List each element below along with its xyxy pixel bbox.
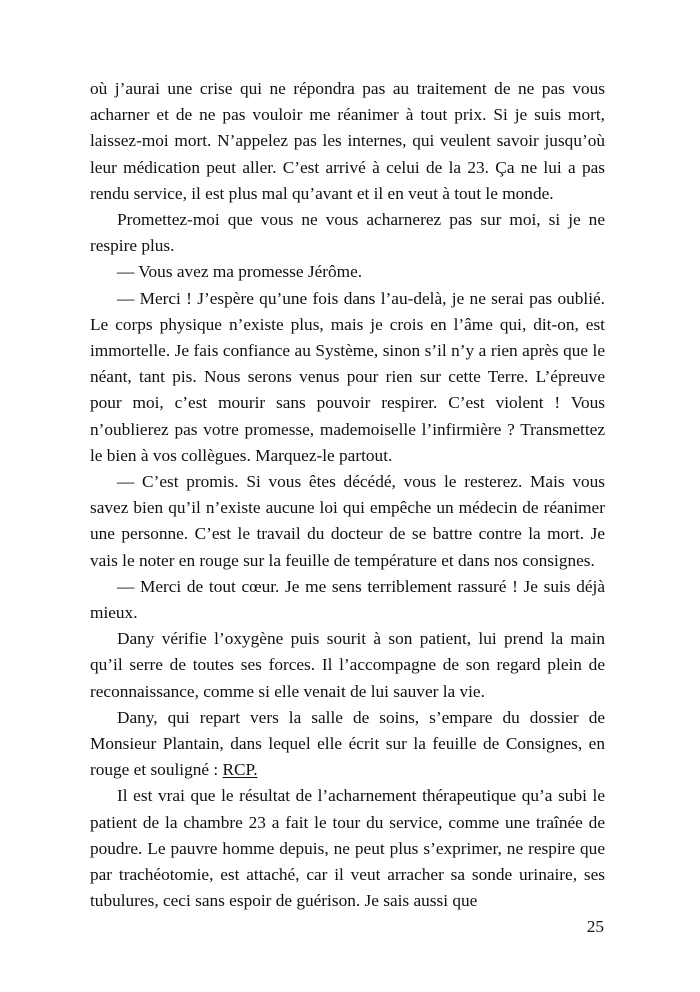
paragraph: où j’aurai une crise qui ne répondra pas au traitement de ne pas vous acharner et de ne pas vouloir me réanimer à tout prix. Si je suis mort, laissez-moi mort. N’appelez pas les internes, qui veulent savoir jusqu’où leur médication peut aller. C’est arrivé à celui de la 23. Ça ne lui a pas rendu service, il est plus mal qu’avant et il en veut à tout le monde. (90, 79, 605, 203)
paragraph: Il est vrai que le résultat de l’acharnement thérapeutique qu’a subi le patient de la chambre 23 a fait le tour du service, comme une traînée de poudre. Le pauvre homme depuis, ne peut plus s’exprimer, ne respire que par trachéotomie, est attaché, car il veut arracher sa sonde urinaire, ses tubulures, ceci sans espoir de guérison. Je sais aussi que (90, 786, 605, 911)
dialogue-line: — Vous avez ma promesse Jérôme. (117, 262, 363, 282)
page-body (90, 76, 605, 915)
paragraph (90, 705, 605, 784)
underlined-term: RCP. (222, 760, 258, 780)
page-number: 25 (586, 917, 604, 936)
dialogue-line: — Merci ! J’espère qu’une fois dans l’au-delà, je ne serai pas oublié. Le corps physique n’existe plus, mais je crois en l’âme qui, dit-on, est immortelle. Je fais confiance au Système, sinon s’il n’y a rien après que le néant, tant pis. Nous serons venus pour rien sur cette Terre. L’épreuve pour moi, c’est mourir sans pouvoir respirer. C’est violent ! Vous n’oublierez pas votre promesse, mademoiselle l’infirmière ? Transmettez le bien à vos collègues. Marquez-le partout. (90, 288, 605, 465)
dialogue-line: — C’est promis. Si vous êtes décédé, vous le resterez. Mais vous savez bien qu’il n’existe aucune loi qui empêche un médecin de réanimer une personne. C’est le travail du docteur de se battre contre la mort. Je vais le noter en rouge sur la feuille de température et dans nos consignes. (90, 472, 605, 570)
paragraph-text: Dany, qui repart vers la salle de soins, s’empare du dossier de Monsieur Plantain, dans lequel elle écrit sur la feuille de Consignes, en rouge et souligné : (90, 707, 605, 780)
paragraph: Promettez-moi que vous ne vous acharnerez pas sur moi, si je ne respire plus. (90, 210, 605, 256)
dialogue-line: — Merci de tout cœur. Je me sens terriblement rassuré ! Je suis déjà mieux. (90, 576, 605, 623)
paragraph: Dany vérifie l’oxygène puis sourit à son patient, lui prend la main qu’il serre de toutes ses forces. Il l’accompagne de son regard plein de reconnaissance, comme si elle venait de lui sauver la vie. (90, 629, 605, 701)
